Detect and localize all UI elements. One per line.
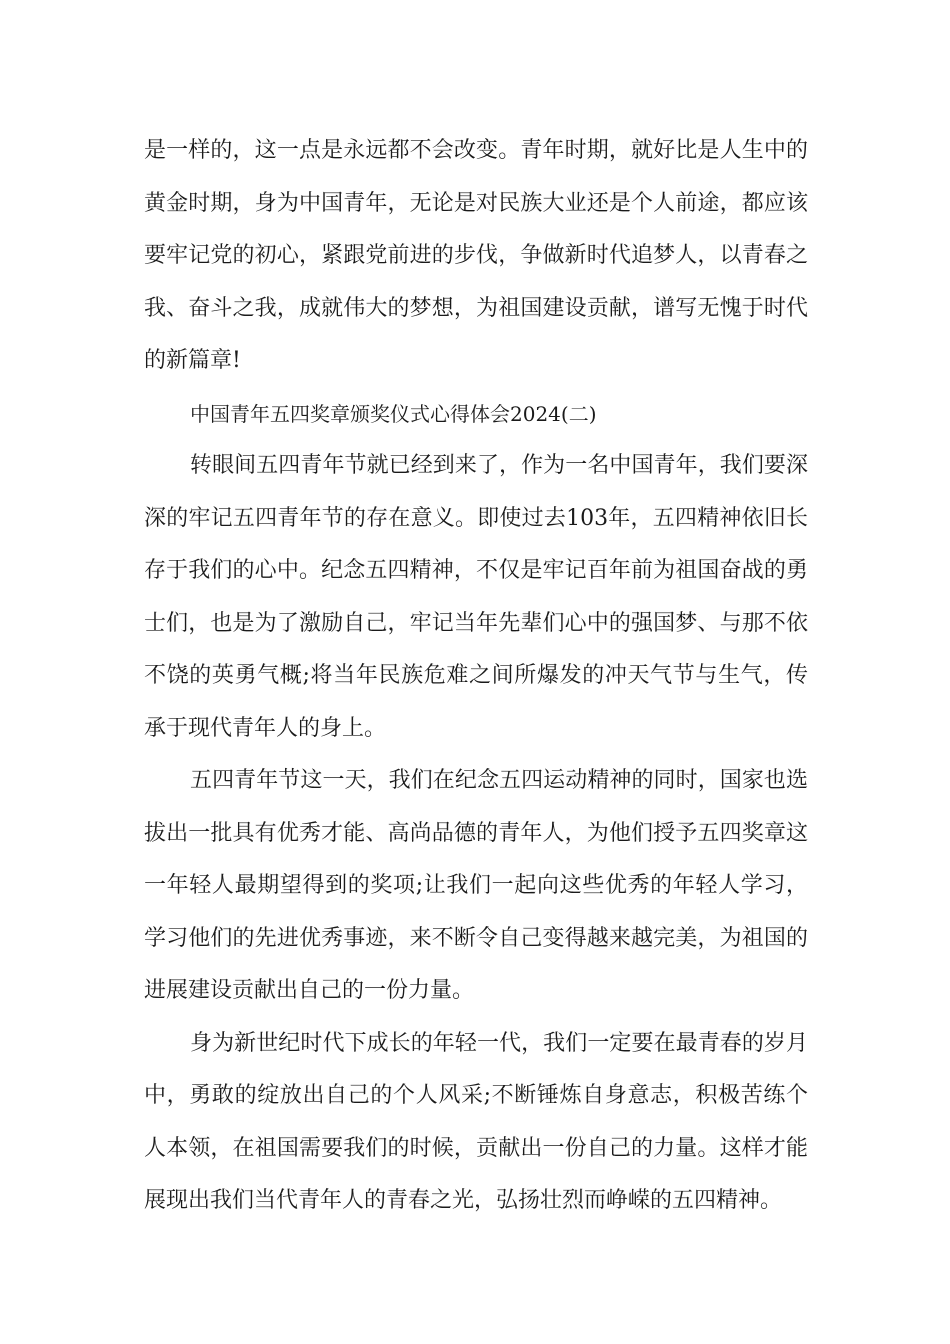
document-body bbox=[144, 125, 808, 1228]
section-heading: 中国青年五四奖章颁奖仪式心得体会2024(二) bbox=[190, 401, 597, 426]
paragraph-body: 五四青年节这一天，我们在纪念五四运动精神的同时，国家也选拔出一批具有优秀才能、高尚品德的青年人，为他们授予五四奖章这一年轻人最期望得到的奖项;让我们一起向这些优秀的年轻人学习，学习他们的先进优秀事迹，来不断令自己变得越来越完美，为祖国的进展建设贡献出自己的一份力量。 bbox=[144, 768, 808, 1003]
paragraph-body: 转眼间五四青年节就已经到来了，作为一名中国青年，我们要深深的牢记五四青年节的存在意义。即使过去103年，五四精神依旧长存于我们的心中。纪念五四精神，不仅是牢记百年前为祖国奋战的勇士们，也是为了激励自己，牢记当年先辈们心中的强国梦、与那不依不饶的英勇气概;将当年民族危难之间所爆发的冲天气节与生气，传承于现代青年人的身上。 bbox=[144, 453, 808, 741]
paragraph-continuation: 是一样的，这一点是永远都不会改变。青年时期，就好比是人生中的黄金时期，身为中国青年，无论是对民族大业还是个人前途，都应该要牢记党的初心，紧跟党前进的步伐，争做新时代追梦人，以青春之我、奋斗之我，成就伟大的梦想，为祖国建设贡献，谱写无愧于时代的新篇章! bbox=[144, 138, 808, 373]
paragraph-body: 身为新世纪时代下成长的年轻一代，我们一定要在最青春的岁月中，勇敢的绽放出自己的个人风采;不断锤炼自身意志，积极苦练个人本领，在祖国需要我们的时候，贡献出一份自己的力量。这样才能展现出我们当代青年人的青春之光，弘扬壮烈而峥嵘的五四精神。 bbox=[144, 1030, 808, 1213]
